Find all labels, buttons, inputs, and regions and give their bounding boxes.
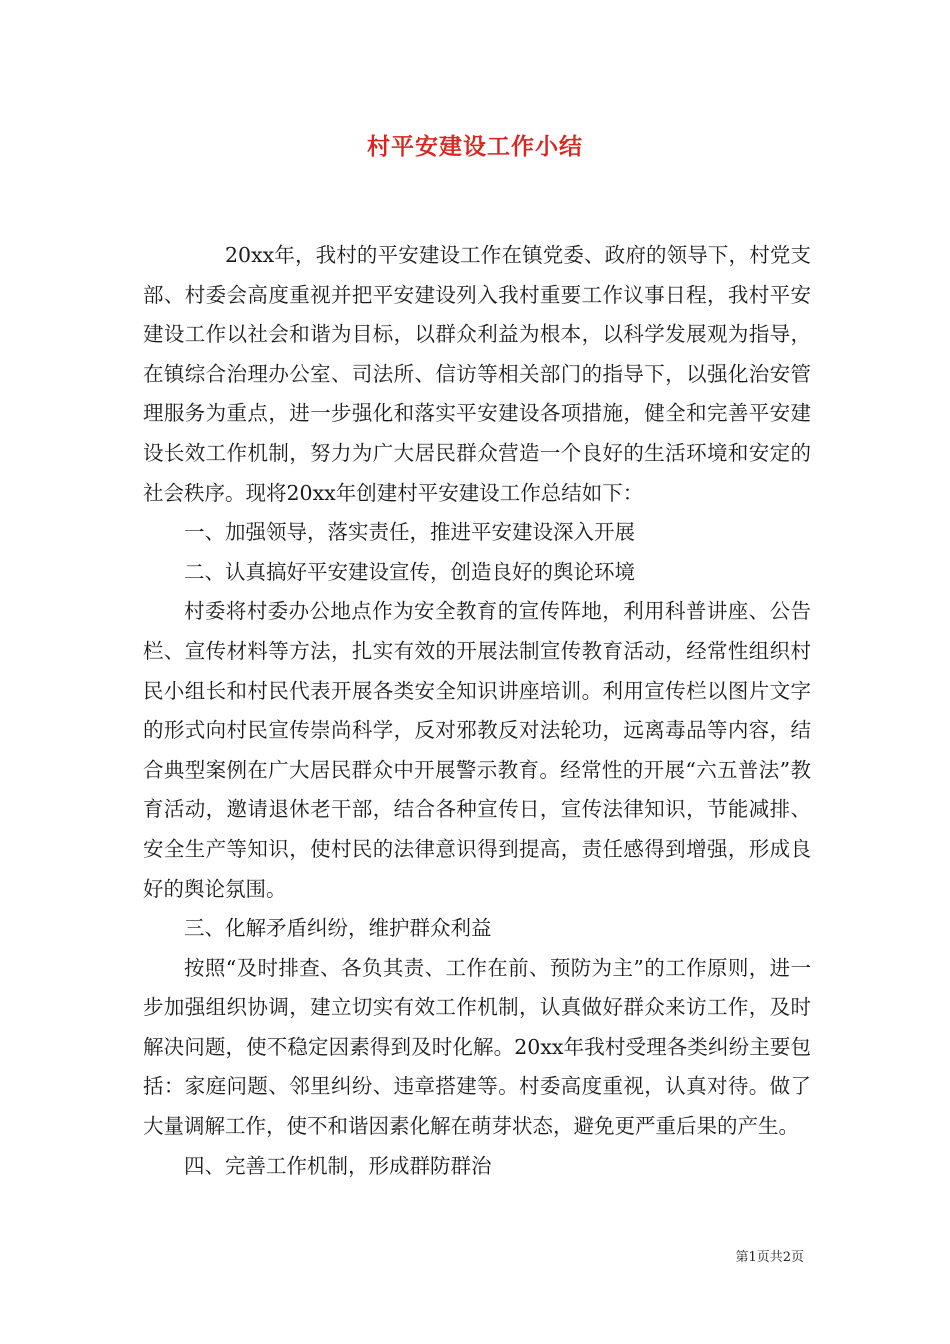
paragraph-section-2: 村委将村委办公地点作为安全教育的宣传阵地，利用科普讲座、公告栏、宣传材料等方法，扎实有效的开展法制宣传教育活动，经常性组织村民小组长和村民代表开展各类安全知识讲座培训。利用宣传栏以图片文字的形式向村民宣传崇尚科学，反对邪教反对法轮功，远离毒品等内容，结合典型案例在广大居民群众中开展警示教育。经常性的开展“六五普法”教育活动，邀请退休老干部，结合各种宣传日，宣传法律知识，节能减排、安全生产等知识，使村民的法律意识得到提高，责任感得到增强，形成良好的舆论氛围。 bbox=[143, 599, 811, 901]
heading-section-3: 三、化解矛盾纠纷，维护群众利益 bbox=[184, 916, 492, 941]
heading-section-1: 一、加强领导，落实责任，推进平安建设深入开展 bbox=[184, 520, 635, 545]
heading-section-2: 二、认真搞好平安建设宣传，创造良好的舆论环境 bbox=[184, 559, 635, 584]
paragraph-section-3: 按照“及时排查、各负其责、工作在前、预防为主”的工作原则，进一步加强组织协调，建立切实有效工作机制，认真做好群众来访工作，及时解决问题，使不稳定因素得到及时化解。20xx年我村受理各类纠纷主要包括：家庭问题、邻里纠纷、违章搭建等。村委高度重视，认真对待。做了大量调解工作，使不和谐因素化解在萌芽状态，避免更严重后果的产生。 bbox=[143, 955, 811, 1139]
page-number: 第1页共2页 bbox=[735, 1250, 804, 1265]
document-body bbox=[143, 236, 811, 1186]
paragraph-intro: 20xx年，我村的平安建设工作在镇党委、政府的领导下，村党支部、村委会高度重视并把平安建设列入我村重要工作议事日程，我村平安建设工作以社会和谐为目标，以群众利益为根本，以科学发展观为指导，在镇综合治理办公室、司法所、信访等相关部门的指导下，以强化治安管理服务为重点，进一步强化和落实平安建设各项措施，健全和完善平安建设长效工作机制，努力为广大居民群众营造一个良好的生活环境和安定的社会秩序。现将20xx年创建村平安建设工作总结如下： bbox=[143, 243, 811, 505]
heading-section-4: 四、完善工作机制，形成群防群治 bbox=[184, 1153, 492, 1178]
document-title: 村平安建设工作小结 bbox=[367, 133, 583, 160]
